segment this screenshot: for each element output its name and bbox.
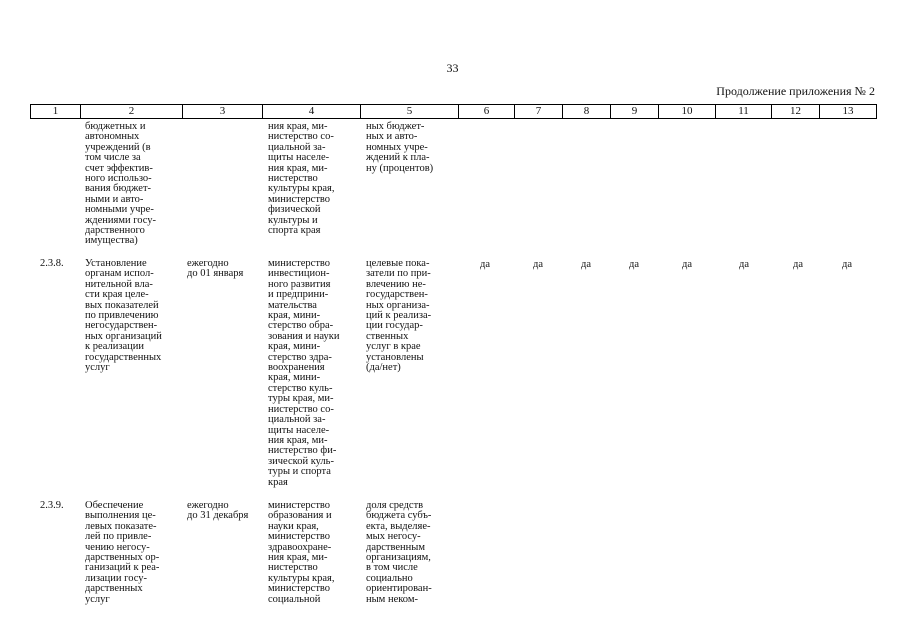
row-2-3-8-value-7: да — [532, 259, 543, 270]
header-cell-13: 13 — [819, 105, 876, 118]
row-2-3-8-value-13: да — [841, 259, 852, 270]
row-2-3-9-deadline: ежегодно до 31 декабря — [187, 500, 249, 522]
header-cell-3: 3 — [182, 105, 262, 118]
row-2-3-8-value-11: да — [738, 259, 749, 270]
header-cell-9: 9 — [610, 105, 658, 118]
row-2-3-8-deadline: ежегодно до 01 января — [187, 258, 244, 280]
page-number: 33 — [446, 61, 459, 75]
header-cell-2: 2 — [80, 105, 182, 118]
header-cell-4: 4 — [262, 105, 360, 118]
header-cell-12: 12 — [771, 105, 819, 118]
row-2-3-9-description: Обеспечение выполнения це- левых показате- лей по привле- чению негосу- дарственных ор- ганизаций к реа- лизации госу- дарственных услуг — [85, 500, 160, 605]
header-cell-11: 11 — [715, 105, 771, 118]
row-2-3-8-value-8: да — [580, 259, 591, 270]
row-2-3-8-value-9: да — [628, 259, 639, 270]
header-cell-8: 8 — [562, 105, 610, 118]
cont-row-description: бюджетных и автономных учреждений (в том числе за счет эффектив- ного использо- вания бюджет- ными и авто- номными учре- ждениями госу- дарственного имущества) — [85, 121, 157, 247]
row-2-3-8-value-10: да — [681, 259, 692, 270]
cont-row-indicator: ных бюджет- ных и авто- номных учре- ждений к пла- ну (процентов) — [366, 121, 434, 174]
row-2-3-8-indicator: целевые пока- затели по при- влечению не- государствен- ных организа- ций к реализа- ции государ- ственных услуг в крае установлены (да/нет) — [366, 258, 432, 374]
row-2-3-9-number: 2.3.9. — [40, 500, 64, 511]
header-cell-7: 7 — [514, 105, 562, 118]
row-2-3-8-value-12: да — [792, 259, 803, 270]
header-cell-6: 6 — [458, 105, 514, 118]
row-2-3-8-description: Установление органам испол- нительной вла- сти края целе- вых показателей по привлечению негосударствен- ных организаций к реализации государственных услуг — [85, 258, 162, 374]
row-2-3-8-number: 2.3.8. — [40, 258, 64, 269]
cont-row-executors: ния края, ми- нистерство со- циальной за- щиты населе- ния края, ми- нистерство культуры края, министерство физической культуры и спорта края — [268, 121, 335, 237]
appendix-caption: Продолжение приложения № 2 — [716, 84, 875, 98]
header-cell-5: 5 — [360, 105, 458, 118]
row-2-3-9-executors: министерство образования и науки края, министерство здравоохране- ния края, ми- нистерство культуры края, министерство социальной — [268, 500, 335, 605]
row-2-3-8-executors: министерство инвестицион- ного развития и предприни- мательства края, мини- стерство обра- зования и науки края, мини- стерство здра- воохранения края, мини- стерство куль- туры края, ми- нистерство со- циальной за- щиты населе- ния края, ми- нистерство фи- зической куль- туры и спорта края — [268, 258, 340, 488]
table-header-row — [30, 104, 877, 119]
header-cell-1: 1 — [52, 105, 59, 117]
row-2-3-8-value-6: да — [479, 259, 490, 270]
header-cell-10: 10 — [658, 105, 715, 118]
row-2-3-9-indicator: доля средств бюджета субъ- екта, выделяе- мых негосу- дарственным организациям, в том числе социально ориентирован- ным неком- — [366, 500, 432, 605]
